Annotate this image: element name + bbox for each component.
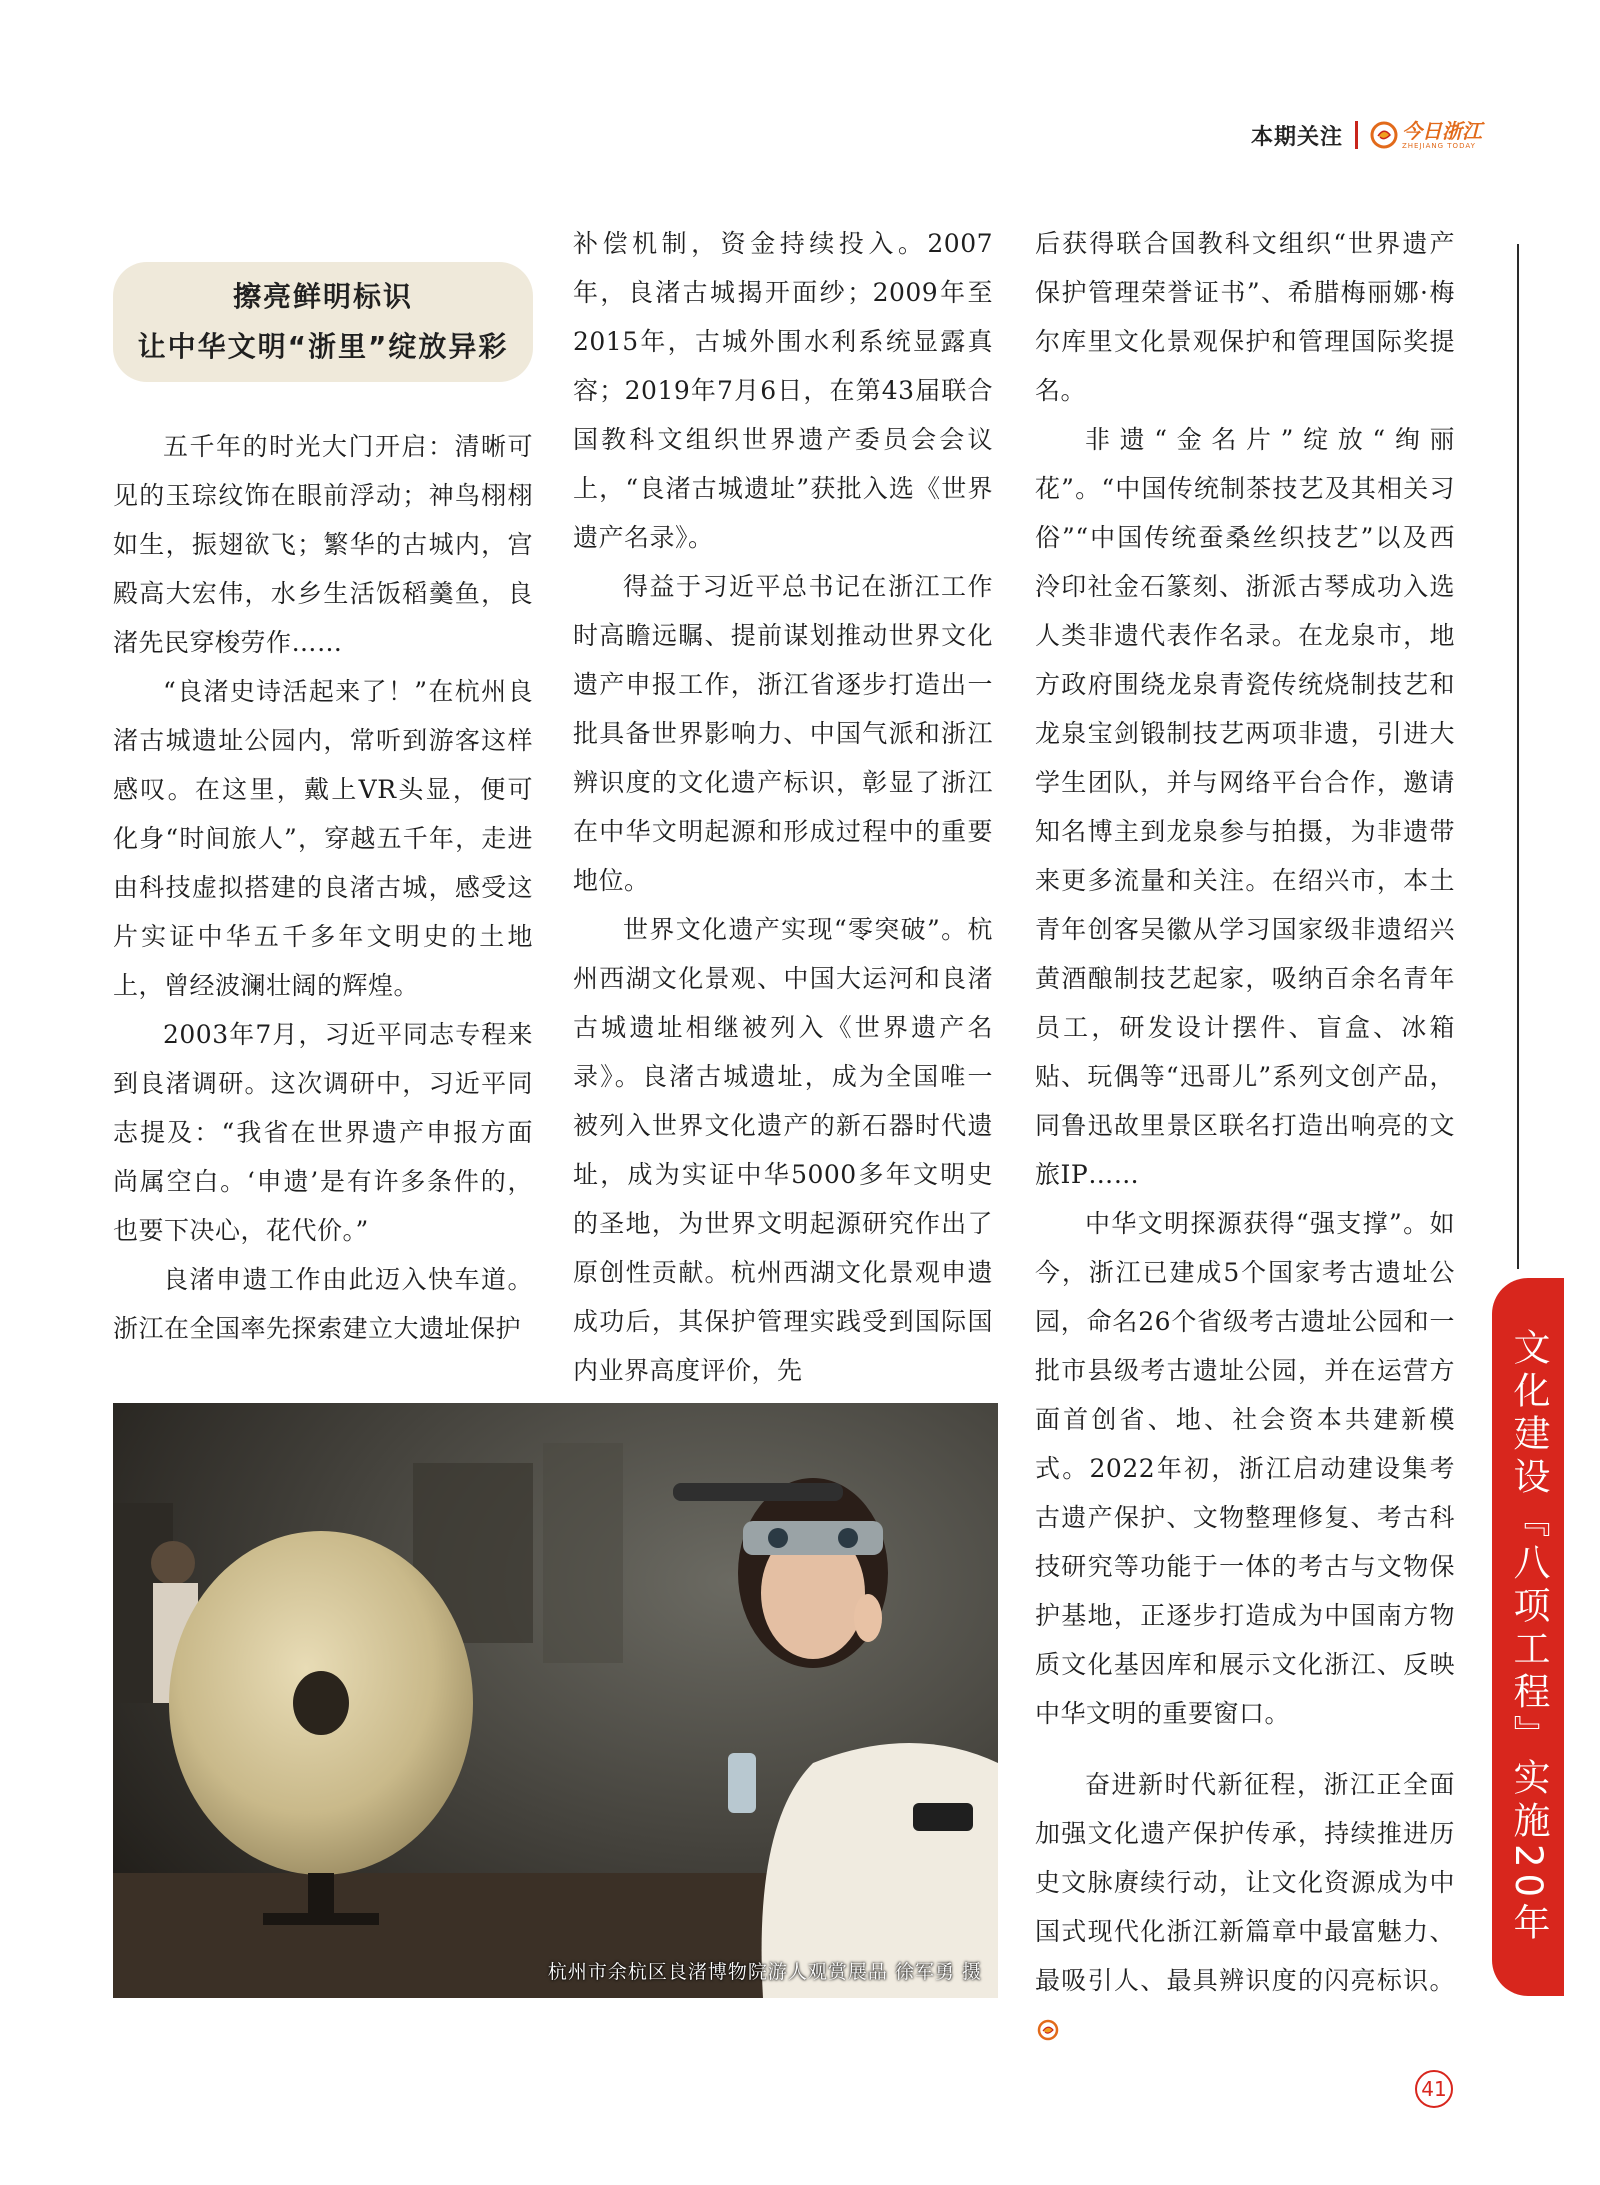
paragraph: 后获得联合国教科文组织“世界遗产保护管理荣誉证书”、希腊梅丽娜·梅尔库里文化景观保护和管理国际奖提名。 [1035, 229, 1455, 405]
vertical-rule [1517, 244, 1519, 1269]
subtitle-line-1: 擦亮鲜明标识 [232, 280, 413, 313]
swirl-logo-icon [1370, 121, 1398, 149]
closing-paragraph [1035, 1760, 1455, 2054]
theme-tab [1492, 1278, 1564, 1996]
paragraph: “良渚史诗活起来了！”在杭州良渚古城遗址公园内，常听到游客这样感叹。在这里，戴上VR头显，便可化身“时间旅人”，穿越五千年，走进由科技虚拟搭建的良渚古城，感受这片实证中华五千多年文明史的土地上，曾经波澜壮阔的辉煌。 [113, 677, 533, 1000]
brand-subtitle: ZHEJIANG TODAY [1402, 141, 1476, 150]
text-column-3 [1035, 219, 1455, 1738]
paragraph: 中华文明探源获得“强支撑”。如今，浙江已建成5个国家考古遗址公园，命名26个省级考古遗址公园和一批市县级考古遗址公园，并在运营方面首创省、地、社会资本共建新模式。2022年初，浙江启动建设集考古遗产保护、文物整理修复、考古科技研究等功能于一体的考古与文物保护基地，正逐步打造成为中国南方物质文化基因库和展示文化浙江、反映中华文明的重要窗口。 [1035, 1209, 1455, 1728]
closing-paragraph-block [1035, 1760, 1455, 2054]
paragraph: 良渚申遗工作由此迈入快车道。浙江在全国率先探索建立大遗址保护 [113, 1265, 533, 1343]
paragraph: 得益于习近平总书记在浙江工作时高瞻远瞩、提前谋划推动世界文化遗产申报工作，浙江省逐步打造出一批具备世界影响力、中国气派和浙江辨识度的文化遗产标识，彰显了浙江在中华文明起源和形成过程中的重要地位。 [573, 572, 993, 895]
page-number: 41 [1415, 2070, 1453, 2108]
photo-illustration [113, 1403, 998, 1998]
paragraph: 补偿机制，资金持续投入。2007年，良渚古城揭开面纱；2009年至2015年，古城外围水利系统显露真容；2019年7月6日，在第43届联合国教科文组织世界遗产委员会会议上，“良渚古城遗址”获批入选《世界遗产名录》。 [573, 229, 993, 552]
photo-caption: 杭州市余杭区良渚博物院游人观赏展品 徐军勇 摄 [547, 1961, 982, 1983]
paragraph: 非遗“金名片”绽放“绚丽花”。“中国传统制茶技艺及其相关习俗”“中国传统蚕桑丝织技艺”以及西泠印社金石篆刻、浙派古琴成功入选人类非遗代表作名录。在龙泉市，地方政府围绕龙泉青瓷传统烧制技艺和龙泉宝剑锻制技艺两项非遗，引进大学生团队，并与网络平台合作，邀请知名博主到龙泉参与拍摄，为非遗带来更多流量和关注。在绍兴市，本土青年创客吴徽从学习国家级非遗绍兴黄酒酿制技艺起家，吸纳百余名青年员工，研发设计摆件、盲盒、冰箱贴、玩偶等“迅哥儿”系列文创产品，同鲁迅故里景区联名打造出响亮的文旅IP…… [1035, 425, 1455, 1189]
subtitle-box [113, 262, 533, 382]
brand-logo [1370, 118, 1482, 150]
brand-name: 今日浙江 [1402, 118, 1482, 143]
section-label: 本期关注 [1250, 124, 1343, 150]
subtitle-line-2: 让中华文明“浙里”绽放异彩 [137, 330, 509, 363]
text-column-2 [573, 219, 993, 1395]
page-header [1251, 112, 1482, 158]
header-divider [1355, 121, 1358, 149]
paragraph: 世界文化遗产实现“零突破”。杭州西湖文化景观、中国大运河和良渚古城遗址相继被列入《世界遗产名录》。良渚古城遗址，成为全国唯一被列入世界文化遗产的新石器时代遗址，成为实证中华5000多年文明史的圣地，为世界文明起源研究作出了原创性贡献。杭州西湖文化景观申遗成功后，其保护管理实践受到国际国内业界高度评价，先 [573, 915, 993, 1385]
end-mark-icon [1037, 2019, 1059, 2041]
text-column-1 [113, 422, 533, 1353]
museum-photo [113, 1403, 998, 1998]
paragraph: 2003年7月，习近平同志专程来到良渚调研。这次调研中，习近平同志提及：“我省在世界遗产申报方面尚属空白。‘申遗’是有许多条件的，也要下决心，花代价。” [113, 1020, 533, 1245]
theme-tab-text: 文化建设『八项工程』实施20年 [1507, 1327, 1550, 1947]
paragraph: 五千年的时光大门开启：清晰可见的玉琮纹饰在眼前浮动；神鸟栩栩如生，振翅欲飞；繁华的古城内，宫殿高大宏伟，水乡生活饭稻羹鱼，良渚先民穿梭劳作…… [113, 432, 533, 657]
closing-text: 奋进新时代新征程，浙江正全面加强文化遗产保护传承，持续推进历史文脉赓续行动，让文化资源成为中国式现代化浙江新篇章中最富魅力、最吸引人、最具辨识度的闪亮标识。 [1035, 1770, 1455, 1995]
